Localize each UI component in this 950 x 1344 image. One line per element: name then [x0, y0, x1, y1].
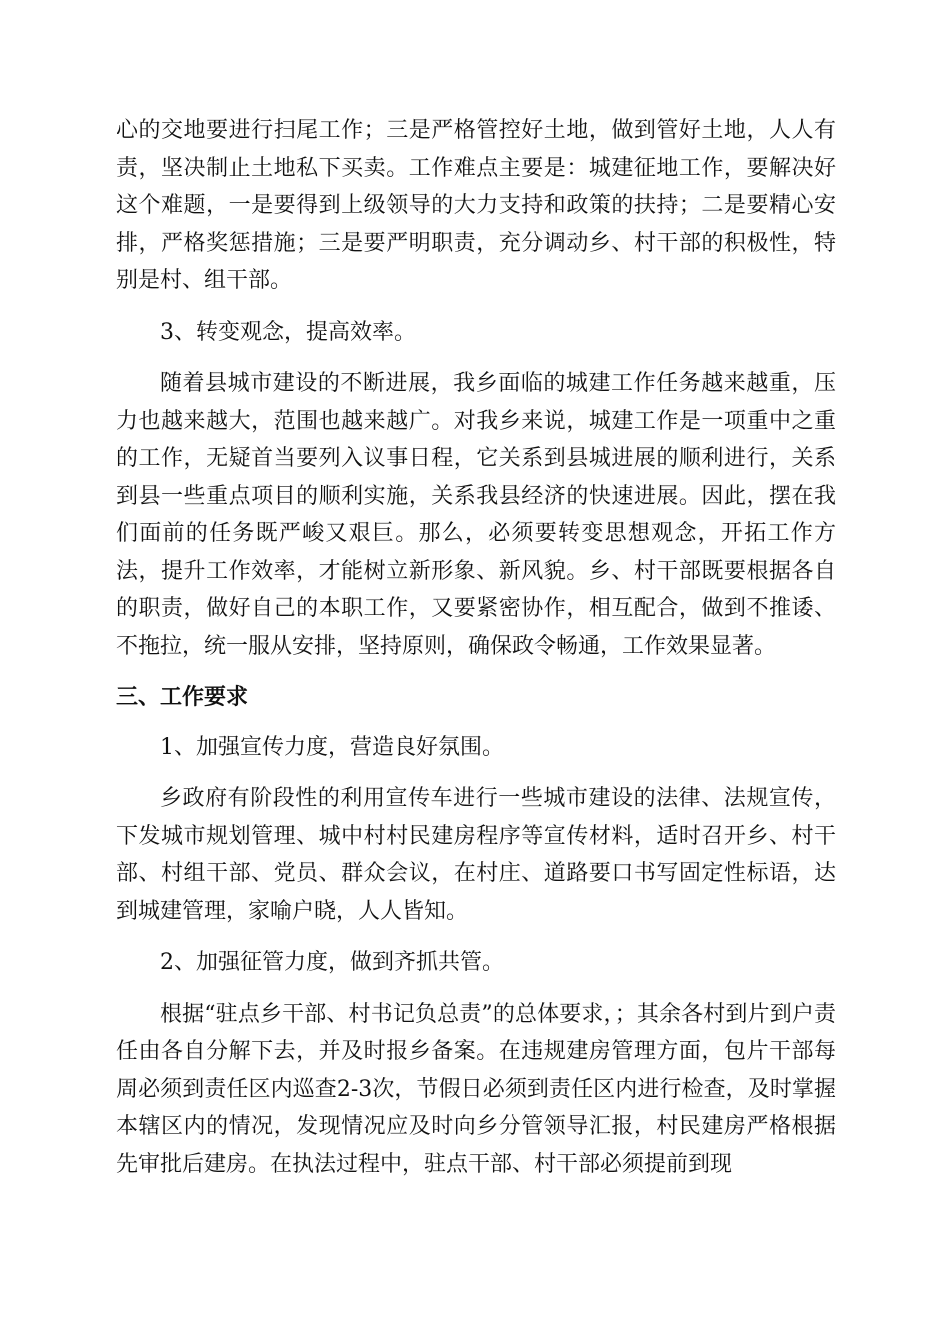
- subheading-publicity: 1、加强宣传力度，营造良好氛围。: [160, 734, 504, 760]
- subheading-management: 2、加强征管力度，做到齐抓共管。: [160, 950, 504, 975]
- paragraph-urban-construction: 随着县城市建设的不断进展，我乡面临的城建工作任务越来越重，压力也越来越大，范围也越来越广。对我乡来说，城建工作是一项重中之重的工作，无疑首当要列入议事日程，它关系到县城进展的顺利进行，关系到县一些重点项目的顺利实施，关系我县经济的快速进展。因此，摆在我们面前的任务既严峻又艰巨。那么，必须要转变思想观念，开拓工作方法，提升工作效率，才能树立新形象、新风貌。乡、村干部既要根据各自的职责，做好自己的本职工作，又要紧密协作，相互配合，做到不推诿、不拖拉，统一服从安排，坚持原则，确保政令畅通，工作效果显著。: [116, 371, 836, 659]
- paragraph-continued: 心的交地要进行扫尾工作；三是严格管控好土地，做到管好土地，人人有责，坚决制止土地私下买卖。工作难点主要是：城建征地工作，要解决好这个难题，一是要得到上级领导的大力支持和政策的扶持；二是要精心安排，严格奖惩措施；三是要严明职责，充分调动乡、村干部的积极性，特别是村、组干部。: [116, 118, 836, 293]
- document-page: [116, 112, 836, 1183]
- paragraph-management: 根据“驻点乡干部、村书记负总责”的总体要求，；其余各村到片到户责任由各自分解下去，并及时报乡备案。在违规建房管理方面，包片干部每周必须到责任区内巡查2-3次，节假日必须到责任区内进行检查，及时掌握本辖区内的情况，发现情况应及时向乡分管领导汇报，村民建房严格根据先审批后建房。在执法过程中，驻点干部、村干部必须提前到现: [116, 1001, 836, 1177]
- subheading-change-concepts: 3、转变观念，提高效率。: [160, 319, 416, 345]
- section-heading-work-requirements: 三、工作要求: [116, 684, 249, 710]
- paragraph-publicity: 乡政府有阶段性的利用宣传车进行一些城市建设的法律、法规宣传，下发城市规划管理、城中村村民建房程序等宣传材料，适时召开乡、村干部、村组干部、党员、群众会议，在村庄、道路要口书写固定性标语，达到城建管理，家喻户晓，人人皆知。: [116, 786, 836, 924]
